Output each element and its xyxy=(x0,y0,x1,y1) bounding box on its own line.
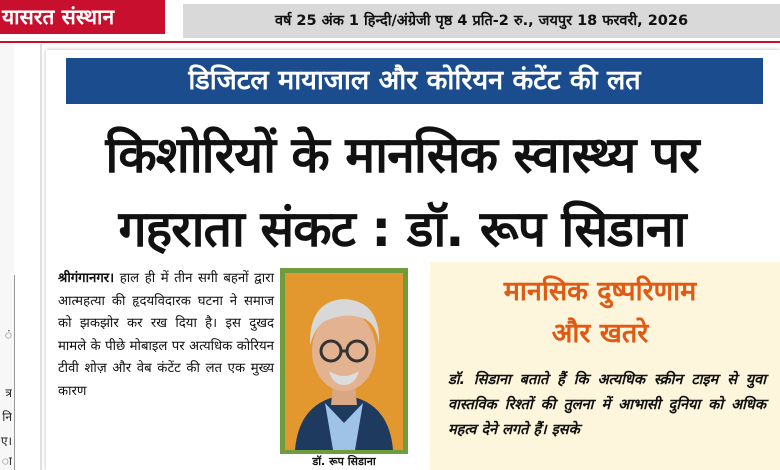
previous-column-fragment: ं xyxy=(4,328,12,342)
headline-line-2: गहराता संकट : डॉ. रूप सिडाना xyxy=(118,200,686,258)
subhead-line-2: और खतरे xyxy=(551,318,649,349)
article-kicker: डिजिटल मायाजाल और कोरियन कंटेंट की लत xyxy=(188,65,641,96)
sidebar-body: डॉ. सिडाना बताते हैं कि अत्यधिक स्क्रीन टाइम से युवा वास्तविक रिश्तों की तुलना में आभासी दुनिया को अधिक महत्व देने लगते हैं। इसके xyxy=(448,372,766,438)
previous-column-fragment: नि xyxy=(2,410,12,424)
portrait-photo xyxy=(285,273,403,450)
previous-column-fragment: त्र xyxy=(5,386,12,400)
masthead-name: यासरत संस्थान xyxy=(2,5,115,29)
headline-line-1: किशोरियों के मानसिक स्वास्थ्य पर xyxy=(105,126,699,184)
page-fold xyxy=(40,44,42,470)
body-text: हाल ही में तीन सगी बहनों द्वारा आत्महत्या की हृदयविदारक घटना ने समाज को झकझोर कर रख दिया है। इस दुखद मामले के पीछे मोबाइल पर अत्यधिक कोरियन टीवी शोज़ और वेब कंटेंट की लत एक मुख्य कारण xyxy=(58,271,274,399)
previous-column-fragment: ा xyxy=(1,454,12,468)
issue-info: वर्ष 25 अंक 1 हिन्दी/अंग्रेजी पृष्ठ 4 प्रति-2 रु., जयपुर 18 फरवरी, 2026 xyxy=(274,13,689,29)
masthead-rule xyxy=(0,41,780,43)
photo-caption: डॉ. रूप सिडाना xyxy=(312,455,376,468)
previous-column-fragment: ए। xyxy=(0,434,12,448)
portrait-illustration xyxy=(285,273,403,450)
dateline: श्रीगंगानगर। xyxy=(58,271,115,286)
subhead-line-1: मानसिक दुष्परिणाम xyxy=(503,276,697,307)
article-body-left xyxy=(58,268,274,470)
